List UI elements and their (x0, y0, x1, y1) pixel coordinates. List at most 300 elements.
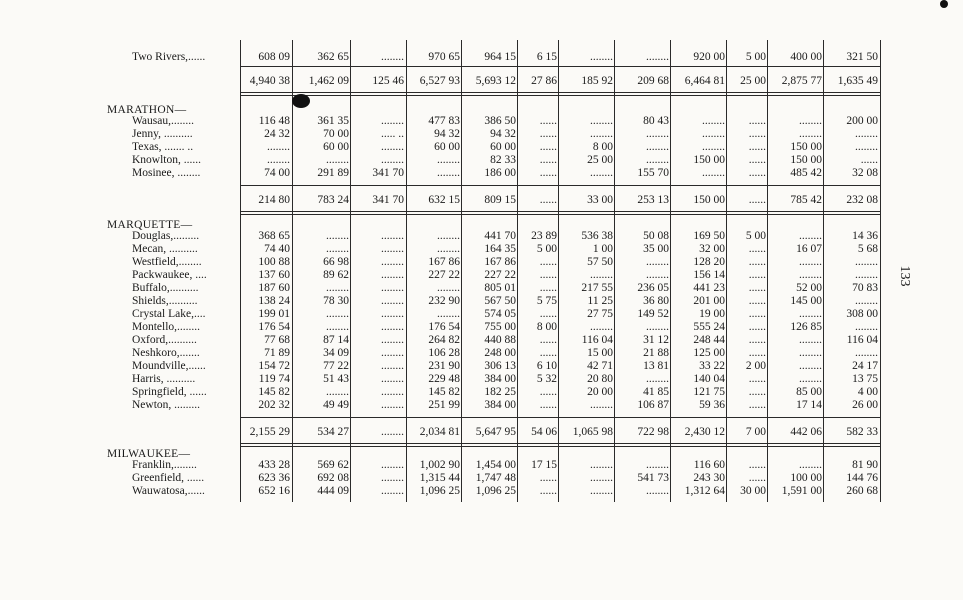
amount-cell: ........ (381, 230, 404, 242)
amount-cell: 555 24 (693, 321, 725, 333)
amount-cell: ...... (748, 399, 766, 411)
total-cell: 253 13 (637, 194, 669, 206)
amount-cell: 24 32 (264, 128, 290, 140)
amount-cell: 1,096 25 (419, 485, 460, 497)
amount-cell: ........ (799, 308, 822, 320)
total-cell: 2,155 29 (249, 426, 290, 438)
amount-cell: ........ (381, 334, 404, 346)
amount-cell: ...... (539, 256, 557, 268)
amount-cell: 321 50 (846, 51, 878, 63)
amount-cell: ........ (646, 459, 669, 471)
amount-cell: 5 75 (536, 295, 557, 307)
amount-cell: 49 49 (323, 399, 349, 411)
town-name: Mosinee, ........ (132, 167, 201, 179)
amount-cell: 227 22 (428, 269, 460, 281)
amount-cell: 236 05 (637, 282, 669, 294)
rule-line (240, 66, 880, 67)
total-cell: 5,647 95 (475, 426, 516, 438)
amount-cell: 41 85 (643, 386, 669, 398)
amount-cell: ........ (437, 230, 460, 242)
amount-cell: 94 32 (490, 128, 516, 140)
town-name: Westfield,........ (132, 256, 202, 268)
town-name: Neshkoro,....... (132, 347, 200, 359)
amount-cell: 21 88 (643, 347, 669, 359)
amount-cell: ........ (326, 321, 349, 333)
amount-cell: 6 10 (536, 360, 557, 372)
amount-cell: ...... (539, 308, 557, 320)
amount-cell: 140 04 (693, 373, 725, 385)
amount-cell: ........ (855, 347, 878, 359)
total-cell: 632 15 (428, 194, 460, 206)
town-name: Springfield, ...... (132, 386, 207, 398)
amount-cell: 441 70 (484, 230, 516, 242)
amount-cell: ........ (799, 373, 822, 385)
amount-cell: ...... (748, 141, 766, 153)
amount-cell: 24 17 (852, 360, 878, 372)
total-cell: 809 15 (484, 194, 516, 206)
amount-cell: 291 89 (317, 167, 349, 179)
amount-cell: 154 72 (258, 360, 290, 372)
amount-cell: 60 00 (490, 141, 516, 153)
amount-cell: 20 00 (587, 386, 613, 398)
amount-cell: 248 44 (693, 334, 725, 346)
amount-cell: ........ (381, 347, 404, 359)
amount-cell: ...... (539, 141, 557, 153)
amount-cell: 60 00 (323, 141, 349, 153)
amount-cell: 85 00 (796, 386, 822, 398)
amount-cell: 155 70 (637, 167, 669, 179)
amount-cell: ........ (437, 282, 460, 294)
amount-cell: ........ (855, 295, 878, 307)
amount-cell: 920 00 (693, 51, 725, 63)
amount-cell: 187 60 (258, 282, 290, 294)
total-cell: 27 86 (531, 75, 557, 87)
amount-cell: ........ (326, 308, 349, 320)
amount-cell: 441 23 (693, 282, 725, 294)
amount-cell: ........ (437, 308, 460, 320)
town-name: Texas, ....... .. (132, 141, 194, 153)
town-name: Knowlton, ...... (132, 154, 201, 166)
amount-cell: ........ (855, 269, 878, 281)
total-cell: 2,034 81 (419, 426, 460, 438)
total-cell: 1,635 49 (837, 75, 878, 87)
amount-cell: 87 14 (323, 334, 349, 346)
amount-cell: 119 74 (258, 373, 290, 385)
amount-cell: ........ (799, 230, 822, 242)
amount-cell: ...... (748, 459, 766, 471)
county-heading: MARATHON— (107, 104, 187, 116)
amount-cell: ........ (437, 154, 460, 166)
amount-cell: ........ (799, 128, 822, 140)
amount-cell: ...... (539, 472, 557, 484)
total-cell: 209 68 (637, 75, 669, 87)
amount-cell: 167 86 (428, 256, 460, 268)
amount-cell: 78 30 (323, 295, 349, 307)
amount-cell: 106 28 (428, 347, 460, 359)
amount-cell: ........ (799, 334, 822, 346)
total-cell: 341 70 (372, 194, 404, 206)
amount-cell: 217 55 (581, 282, 613, 294)
amount-cell: ...... (539, 269, 557, 281)
total-cell: 7 00 (745, 426, 766, 438)
amount-cell: ...... (860, 154, 878, 166)
amount-cell: 1,096 25 (475, 485, 516, 497)
amount-cell: 477 83 (428, 115, 460, 127)
amount-cell: ........ (437, 167, 460, 179)
amount-cell: 15 00 (587, 347, 613, 359)
amount-cell: ........ (855, 256, 878, 268)
amount-cell: 145 82 (258, 386, 290, 398)
amount-cell: 169 50 (693, 230, 725, 242)
amount-cell: ........ (381, 154, 404, 166)
amount-cell: 14 36 (852, 230, 878, 242)
total-cell: 2,430 12 (684, 426, 725, 438)
amount-cell: ........ (590, 472, 613, 484)
amount-cell: 623 36 (258, 472, 290, 484)
amount-cell: 970 65 (428, 51, 460, 63)
total-cell: 6,527 93 (419, 75, 460, 87)
town-name: Wauwatosa,...... (132, 485, 205, 497)
page-number: 133 (897, 265, 912, 287)
total-cell: 785 42 (790, 194, 822, 206)
amount-cell: 386 50 (484, 115, 516, 127)
amount-cell: 31 12 (643, 334, 669, 346)
column-rule (880, 40, 881, 502)
amount-cell: 145 00 (790, 295, 822, 307)
amount-cell: ...... (748, 243, 766, 255)
amount-cell: 164 35 (484, 243, 516, 255)
amount-cell: 17 15 (531, 459, 557, 471)
double-rule (240, 214, 880, 215)
amount-cell: ...... (539, 282, 557, 294)
amount-cell: ...... (539, 128, 557, 140)
amount-cell: ........ (646, 269, 669, 281)
amount-cell: ........ (646, 51, 669, 63)
amount-cell: 70 00 (323, 128, 349, 140)
amount-cell: ........ (799, 256, 822, 268)
amount-cell: 4 00 (857, 386, 878, 398)
town-name: Packwaukee, .... (132, 269, 207, 281)
total-cell: 1,462 09 (308, 75, 349, 87)
amount-cell: 384 00 (484, 373, 516, 385)
amount-cell: 144 76 (846, 472, 878, 484)
amount-cell: 341 70 (372, 167, 404, 179)
total-cell: 4,940 38 (249, 75, 290, 87)
amount-cell: 150 00 (790, 154, 822, 166)
amount-cell: 100 00 (790, 472, 822, 484)
amount-cell: ........ (590, 485, 613, 497)
double-rule (240, 95, 880, 96)
total-cell: ........ (381, 426, 404, 438)
amount-cell: 11 25 (587, 295, 613, 307)
town-name: Franklin,........ (132, 459, 197, 471)
amount-cell: ...... (539, 115, 557, 127)
amount-cell: ........ (590, 269, 613, 281)
ink-mark-corner (940, 0, 948, 8)
total-cell: 582 33 (846, 426, 878, 438)
amount-cell: 260 68 (846, 485, 878, 497)
amount-cell: ........ (381, 360, 404, 372)
amount-cell: ........ (381, 386, 404, 398)
amount-cell: 89 62 (323, 269, 349, 281)
amount-cell: 229 48 (428, 373, 460, 385)
amount-cell: 433 28 (258, 459, 290, 471)
amount-cell: ........ (855, 321, 878, 333)
amount-cell: ........ (646, 321, 669, 333)
amount-cell: 574 05 (484, 308, 516, 320)
amount-cell: 186 00 (484, 167, 516, 179)
amount-cell: ...... (748, 373, 766, 385)
town-name: Jenny, .......... (132, 128, 193, 140)
amount-cell: ...... (539, 334, 557, 346)
amount-cell: ........ (381, 373, 404, 385)
amount-cell: 128 20 (693, 256, 725, 268)
amount-cell: 200 00 (846, 115, 878, 127)
amount-cell: 1,591 00 (781, 485, 822, 497)
amount-cell: ........ (590, 167, 613, 179)
town-name: Newton, ......... (132, 399, 201, 411)
amount-cell: 116 04 (846, 334, 878, 346)
amount-cell: 444 09 (317, 485, 349, 497)
amount-cell: 167 86 (484, 256, 516, 268)
amount-cell: ...... (748, 128, 766, 140)
amount-cell: ........ (381, 399, 404, 411)
amount-cell: 251 99 (428, 399, 460, 411)
amount-cell: ........ (381, 115, 404, 127)
amount-cell: 608 09 (258, 51, 290, 63)
amount-cell: 306 13 (484, 360, 516, 372)
amount-cell: ........ (381, 269, 404, 281)
amount-cell: 8 00 (536, 321, 557, 333)
amount-cell: 308 00 (846, 308, 878, 320)
amount-cell: ........ (799, 269, 822, 281)
amount-cell: 19 00 (699, 308, 725, 320)
amount-cell: 227 22 (484, 269, 516, 281)
amount-cell: 1,312 64 (684, 485, 725, 497)
town-name: Wausau,........ (132, 115, 194, 127)
town-name: Douglas,......... (132, 230, 200, 242)
amount-cell: ...... (539, 485, 557, 497)
amount-cell: ........ (702, 141, 725, 153)
amount-cell: 384 00 (484, 399, 516, 411)
amount-cell: ...... (748, 334, 766, 346)
amount-cell: 755 00 (484, 321, 516, 333)
amount-cell: 35 00 (643, 243, 669, 255)
amount-cell: 80 43 (643, 115, 669, 127)
amount-cell: ........ (590, 51, 613, 63)
town-name: Buffalo,.......... (132, 282, 199, 294)
town-name: Two Rivers,...... (132, 51, 206, 63)
amount-cell: 30 00 (740, 485, 766, 497)
amount-cell: 74 00 (264, 167, 290, 179)
amount-cell: ...... (748, 115, 766, 127)
amount-cell: 81 90 (852, 459, 878, 471)
amount-cell: 59 36 (699, 399, 725, 411)
amount-cell: 116 04 (581, 334, 613, 346)
total-cell: 232 08 (846, 194, 878, 206)
amount-cell: ........ (590, 399, 613, 411)
amount-cell: 156 14 (693, 269, 725, 281)
double-rule (240, 92, 880, 93)
amount-cell: 149 52 (637, 308, 669, 320)
amount-cell: ........ (326, 154, 349, 166)
amount-cell: ........ (646, 154, 669, 166)
amount-cell: 201 00 (693, 295, 725, 307)
total-cell: 33 00 (587, 194, 613, 206)
amount-cell: 202 32 (258, 399, 290, 411)
amount-cell: ........ (326, 386, 349, 398)
amount-cell: ........ (799, 360, 822, 372)
amount-cell: ...... (539, 399, 557, 411)
town-name: Crystal Lake,.... (132, 308, 206, 320)
amount-cell: 536 38 (581, 230, 613, 242)
total-cell: 722 98 (637, 426, 669, 438)
amount-cell: 32 00 (699, 243, 725, 255)
amount-cell: 126 85 (790, 321, 822, 333)
amount-cell: 243 30 (693, 472, 725, 484)
town-name: Shields,.......... (132, 295, 198, 307)
amount-cell: 13 75 (852, 373, 878, 385)
amount-cell: 17 14 (796, 399, 822, 411)
amount-cell: 106 87 (637, 399, 669, 411)
amount-cell: 27 75 (587, 308, 613, 320)
amount-cell: 71 89 (264, 347, 290, 359)
amount-cell: ........ (326, 230, 349, 242)
total-cell: 1,065 98 (572, 426, 613, 438)
amount-cell: 150 00 (693, 154, 725, 166)
amount-cell: ........ (646, 373, 669, 385)
amount-cell: 50 08 (643, 230, 669, 242)
amount-cell: 116 60 (693, 459, 725, 471)
amount-cell: ...... (539, 386, 557, 398)
amount-cell: 145 82 (428, 386, 460, 398)
town-name: Greenfield, ...... (132, 472, 205, 484)
amount-cell: 32 08 (852, 167, 878, 179)
amount-cell: ........ (381, 485, 404, 497)
total-cell: ...... (539, 194, 557, 206)
amount-cell: ........ (799, 115, 822, 127)
amount-cell: 964 15 (484, 51, 516, 63)
town-name: Montello,........ (132, 321, 201, 333)
amount-cell: ...... (748, 269, 766, 281)
amount-cell: 652 16 (258, 485, 290, 497)
amount-cell: ........ (799, 459, 822, 471)
amount-cell: 541 73 (637, 472, 669, 484)
amount-cell: 6 15 (536, 51, 557, 63)
amount-cell: ........ (267, 141, 290, 153)
amount-cell: 51 43 (323, 373, 349, 385)
amount-cell: 5 00 (745, 230, 766, 242)
amount-cell: ........ (646, 256, 669, 268)
amount-cell: 368 65 (258, 230, 290, 242)
amount-cell: 692 08 (317, 472, 349, 484)
amount-cell: 182 25 (484, 386, 516, 398)
amount-cell: 70 83 (852, 282, 878, 294)
amount-cell: 264 82 (428, 334, 460, 346)
amount-cell: 26 00 (852, 399, 878, 411)
town-name: Moundville,...... (132, 360, 206, 372)
amount-cell: ...... (748, 282, 766, 294)
double-rule (240, 446, 880, 447)
amount-cell: 36 80 (643, 295, 669, 307)
amount-cell: 231 90 (428, 360, 460, 372)
amount-cell: ........ (326, 282, 349, 294)
amount-cell: ...... (539, 167, 557, 179)
amount-cell: 116 48 (258, 115, 290, 127)
amount-cell: 1,454 00 (475, 459, 516, 471)
amount-cell: ...... (748, 472, 766, 484)
amount-cell: 485 42 (790, 167, 822, 179)
amount-cell: 2 00 (745, 360, 766, 372)
amount-cell: 100 88 (258, 256, 290, 268)
amount-cell: 74 40 (264, 243, 290, 255)
amount-cell: ...... (748, 386, 766, 398)
amount-cell: ...... (748, 347, 766, 359)
amount-cell: 137 60 (258, 269, 290, 281)
amount-cell: 138 24 (258, 295, 290, 307)
amount-cell: 33 22 (699, 360, 725, 372)
amount-cell: 176 54 (258, 321, 290, 333)
total-cell: 150 00 (693, 194, 725, 206)
amount-cell: 34 09 (323, 347, 349, 359)
amount-cell: ........ (381, 459, 404, 471)
total-cell: 185 92 (581, 75, 613, 87)
amount-cell: ........ (590, 321, 613, 333)
amount-cell: ........ (590, 459, 613, 471)
amount-cell: 25 00 (587, 154, 613, 166)
amount-cell: ........ (267, 154, 290, 166)
amount-cell: 176 54 (428, 321, 460, 333)
amount-cell: 94 32 (434, 128, 460, 140)
amount-cell: ........ (646, 141, 669, 153)
amount-cell: ........ (381, 321, 404, 333)
amount-cell: 20 80 (587, 373, 613, 385)
amount-cell: ........ (381, 256, 404, 268)
total-cell: 25 00 (740, 75, 766, 87)
amount-cell: ........ (381, 51, 404, 63)
amount-cell: 199 01 (258, 308, 290, 320)
town-name: Harris, .......... (132, 373, 196, 385)
amount-cell: ...... (748, 154, 766, 166)
amount-cell: 52 00 (796, 282, 822, 294)
total-cell: 54 06 (531, 426, 557, 438)
amount-cell: ........ (646, 128, 669, 140)
amount-cell: 567 50 (484, 295, 516, 307)
rule-line (240, 185, 880, 186)
rule-line (240, 417, 880, 418)
amount-cell: ........ (381, 243, 404, 255)
total-cell: 442 06 (790, 426, 822, 438)
amount-cell: 150 00 (790, 141, 822, 153)
amount-cell: ...... (539, 347, 557, 359)
county-heading: MARQUETTE— (107, 219, 193, 231)
amount-cell: 361 35 (317, 115, 349, 127)
town-name: Oxford,.......... (132, 334, 197, 346)
amount-cell: ..... .. (381, 128, 404, 140)
amount-cell: 16 07 (796, 243, 822, 255)
amount-cell: ...... (748, 308, 766, 320)
amount-cell: ...... (748, 256, 766, 268)
amount-cell: ...... (539, 154, 557, 166)
amount-cell: ........ (799, 347, 822, 359)
amount-cell: ........ (326, 243, 349, 255)
total-cell: 783 24 (317, 194, 349, 206)
amount-cell: 77 22 (323, 360, 349, 372)
amount-cell: 569 62 (317, 459, 349, 471)
amount-cell: 23 89 (531, 230, 557, 242)
ink-blot (292, 94, 310, 108)
amount-cell: ........ (590, 128, 613, 140)
